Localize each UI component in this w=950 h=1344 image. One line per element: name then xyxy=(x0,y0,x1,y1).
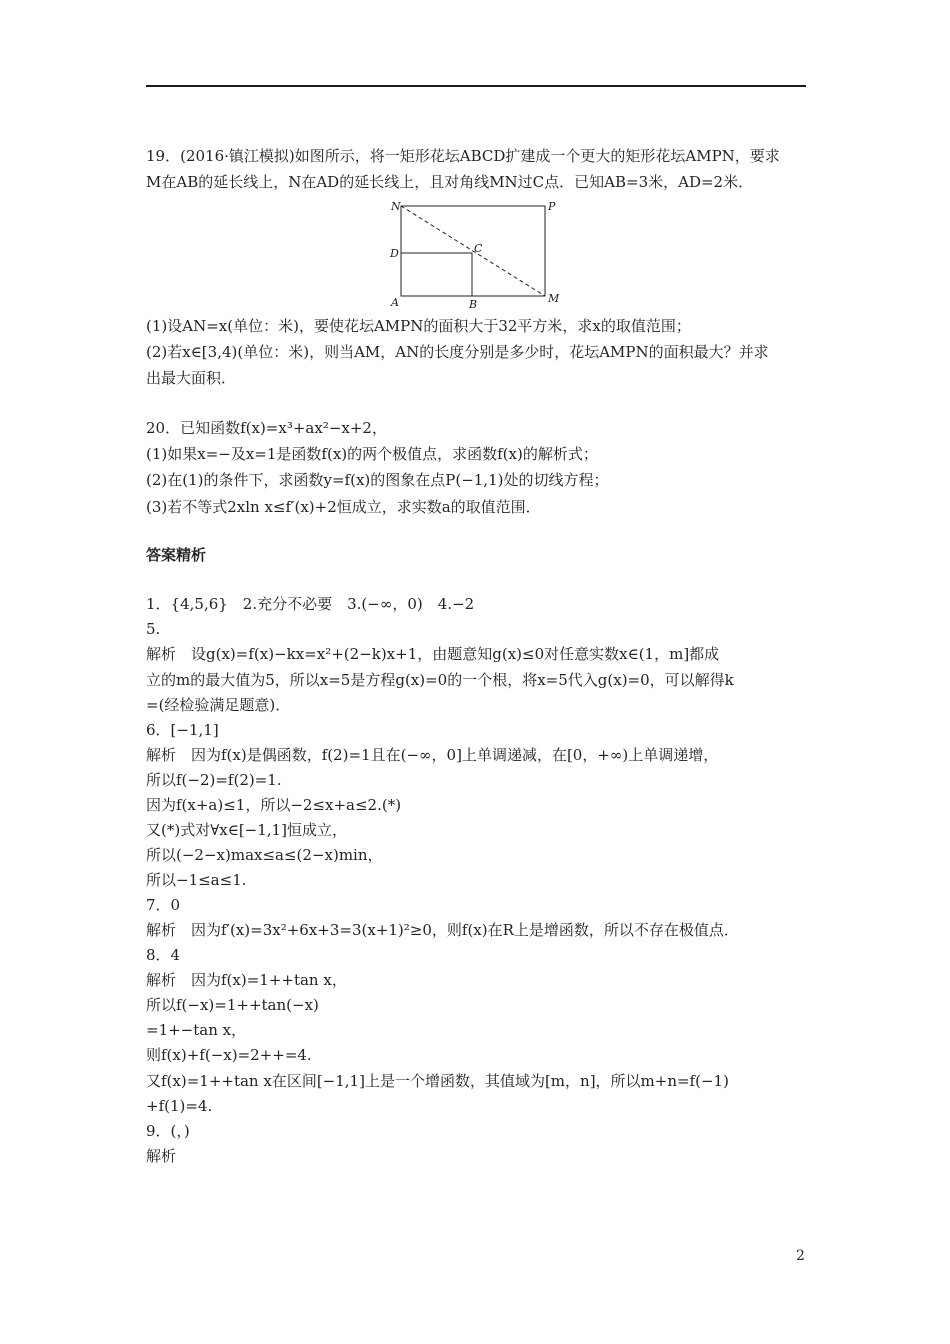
q20-line1: 20．已知函数f(x)=x³+ax²−x+2， xyxy=(146,419,387,437)
answer-line: 6．[−1,1] xyxy=(146,721,219,739)
answers-heading: 答案精析 xyxy=(146,546,207,564)
answer-line: 解析 因为f′(x)=3x²+6x+3=3(x+1)²≥0，则f(x)在R上是增函数，所以不存在极值点． xyxy=(146,921,739,939)
header-rule xyxy=(146,85,806,87)
label-n: N xyxy=(391,200,401,213)
q19-part2a: (2)若x∈[3,4)(单位：米)，则当AM，AN的长度分别是多少时，花坛AMPN的面积最大？并求 xyxy=(146,343,769,361)
answer-line: 所以f(−2)=f(2)=1. xyxy=(146,771,282,789)
answer-line: =(经检验满足题意)． xyxy=(146,696,291,714)
q19-part1: (1)设AN=x(单位：米)，要使花坛AMPN的面积大于32平方米，求x的取值范围； xyxy=(146,317,691,335)
answer-line: 因为f(x+a)≤1，所以−2≤x+a≤2.(*) xyxy=(146,796,402,814)
answer-line: =1+−tan x， xyxy=(146,1021,247,1039)
answer-line: 所以(−2−x)max≤a≤(2−x)min， xyxy=(146,846,383,864)
answer-line: 所以f(−x)=1++tan(−x) xyxy=(146,996,319,1014)
answer-line: 解析 因为f(x)是偶函数，f(2)=1且在(−∞，0]上单调递减，在[0，+∞)上单调递增， xyxy=(146,746,719,764)
q20-part3: (3)若不等式2xln x≤f′(x)+2恒成立，求实数a的取值范围． xyxy=(146,498,541,516)
answer-line: 又(*)式对∀x∈[−1,1]恒成立， xyxy=(146,821,347,839)
answer-line: 7．0 xyxy=(146,896,181,914)
flowerbed-figure xyxy=(380,196,580,312)
answer-line: 1．{4,5,6} 2.充分不必要 3.(−∞，0) 4.−2 xyxy=(146,595,475,613)
answer-line: 所以−1≤a≤1. xyxy=(146,871,247,889)
label-a: A xyxy=(391,296,399,309)
answer-line: 9．(，) xyxy=(146,1122,190,1140)
answer-line: 8．4 xyxy=(146,946,181,964)
diagonal-mn xyxy=(401,206,545,296)
label-m: M xyxy=(548,292,560,305)
answer-line: +f(1)=4. xyxy=(146,1097,213,1115)
q19-line2: M在AB的延长线上，N在AD的延长线上，且对角线MN过C点．已知AB=3米，AD=2米． xyxy=(146,173,754,191)
answer-line: 解析 xyxy=(146,1147,177,1165)
rect-abcd xyxy=(401,253,472,296)
label-d: D xyxy=(390,247,399,260)
answer-line: 又f(x)=1++tan x在区间[−1,1]上是一个增函数，其值域为[m，n]，所以m+n=f(−1) xyxy=(146,1072,729,1090)
q19-part2b: 出最大面积． xyxy=(146,369,237,387)
page-number: 2 xyxy=(796,1248,805,1264)
q19-line1: 19．(2016·镇江模拟)如图所示，将一矩形花坛ABCD扩建成一个更大的矩形花坛AMPN，要求 xyxy=(146,147,780,165)
answer-line: 解析 设g(x)=f(x)−kx=x²+(2−k)x+1，由题意知g(x)≤0对任意实数x∈(1，m]都成 xyxy=(146,645,720,663)
label-p: P xyxy=(548,200,556,213)
answer-line: 立的m的最大值为5，所以x=5是方程g(x)=0的一个根，将x=5代入g(x)=0，可以解得k xyxy=(146,671,734,689)
answer-line: 解析 因为f(x)=1++tan x， xyxy=(146,971,347,989)
answer-line: 5. xyxy=(146,620,161,638)
answer-line: 则f(x)+f(−x)=2++=4. xyxy=(146,1046,312,1064)
label-b: B xyxy=(469,298,478,311)
q20-part1: (1)如果x=−及x=1是函数f(x)的两个极值点，求函数f(x)的解析式； xyxy=(146,445,598,463)
q20-part2: (2)在(1)的条件下，求函数y=f(x)的图象在点P(−1,1)处的切线方程； xyxy=(146,471,609,489)
label-c: C xyxy=(474,242,483,255)
